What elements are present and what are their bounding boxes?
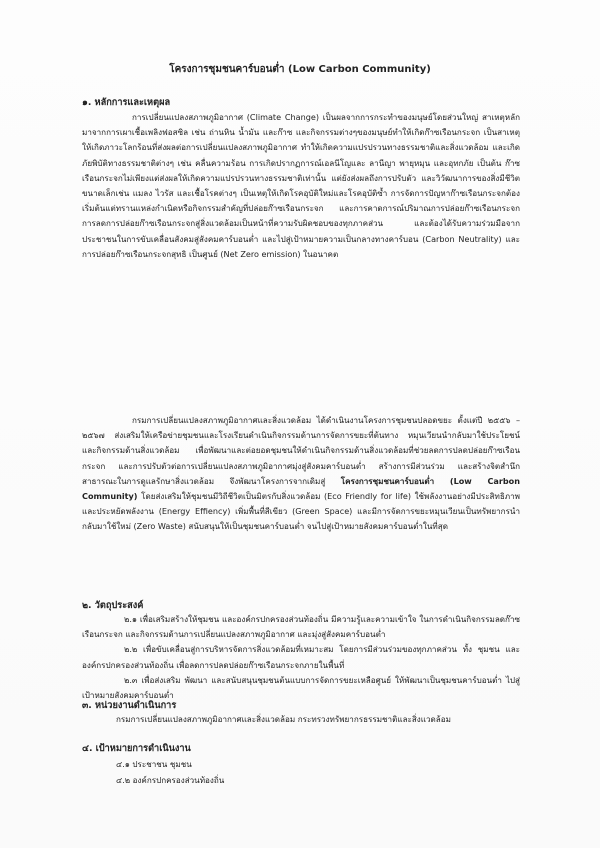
section-1-paragraph-1 <box>82 110 520 262</box>
objective-3: ๒.๓ เพื่อส่งเสริม พัฒนา และสนับสนุนชุมชนต้นแบบการจัดการขยะเหลือศูนย์ ให้พัฒนาเป็นชุมชนคาร์บอนต่ำ ไปสู่เป้าหมายสังคมคาร์บอนต่ำ <box>82 674 520 701</box>
section-1-heading: ๑. หลักการและเหตุผล <box>82 97 171 108</box>
objective-2: ๒.๒ เพื่อขับเคลื่อนสู่การบริหารจัดการสิ่งแวดล้อมที่เหมาะสม โดยการมีส่วนร่วมของทุกภาคส่วน ทั้ง ชุมชน และองค์กรปกครองส่วนท้องถิ่น เพื่อลดการปลดปล่อยก๊าซเรือนกระจกภายในพื้นที่ <box>82 644 520 670</box>
section-1-text-2c: โดยส่งเสริมให้ชุมชนมีวิถีชีวิตเป็นมิตรกับสิ่งแวดล้อม (Eco Friendly for life) ใช้พลังงานอย่างมีประสิทธิภาพและประหยัดพลังงาน (Energy Effiency) เพิ่มพื้นที่สีเขียว (Green Space) และมีการจัดการขยะหมุนเวียนเป็นทรัพยากรนำกลับมาใช้ใหม่ (Zero Waste) สนับสนุนให้เป็นชุมชนคาร์บอนต่ำ จนไปสู่เป้าหมายสังคมคาร์บอนต่ำในที่สุด <box>82 491 520 532</box>
section-3-heading: ๓. หน่วยงานดำเนินการ <box>82 700 177 711</box>
section-4-heading: ๔. เป้าหมายการดำเนินงาน <box>82 743 191 754</box>
objective-1: ๒.๑ เพื่อเสริมสร้างให้ชุมชน และองค์กรปกครองส่วนท้องถิ่น มีความรู้และความเข้าใจ ในการดำเนินกิจกรรมลดก๊าซเรือนกระจก และกิจกรรมด้านการเปลี่ยนแปลงสภาพภูมิอากาศ และมุ่งสู่สังคมคาร์บอนต่ำ <box>82 614 520 640</box>
section-1-paragraph-2 <box>82 413 520 535</box>
target-item-2: ๔.๒ องค์กรปกครองส่วนท้องถิ่น <box>116 775 225 785</box>
project-name-bold: โครงการชุมชนคาร์บอนต่ำ (Low Carbon Community) <box>82 475 520 502</box>
section-2-heading: ๒. วัตถุประสงค์ <box>82 600 144 611</box>
document-title: โครงการชุมชนคาร์บอนต่ำ (Low Carbon Community) <box>169 64 431 75</box>
section-1-text-2a: กรมการเปลี่ยนแปลงสภาพภูมิอากาศและสิ่งแวดล้อม ได้ดำเนินงานโครงการชุมชนปลอดขยะ ตั้งแต่ปี ๒๕๕๖ – ๒๕๖๗ ส่งเสริมให้เครือข่ายชุมชนและโรงเรียนดำเนินกิจกรรมด้านการจัดการขยะที่ต้นทาง หมุนเวียนนำกลับมาใช้ประโยชน์และกิจกรรมด้านสิ่งแวดล้อม เพื่อพัฒนาและต่อยอดชุมชนให้ดำเนินกิจกรรมด้านสิ่งแวดล้อมที่ช่วยลดการปลดปล่อยก๊าซเรือนกระจก และการปรับตัวต่อการเปลี่ยนแปลงสภาพภูมิอากาศมุ่งสู่สังคมคาร์บอนต่ำ สร้างการมีส่วนร่วม และสร้างจิตสำนึกสาธารณะในการดูแลรักษาสิ่งแวดล้อม จึงพัฒนาโครงการจากเดิมสู่ <box>82 415 520 486</box>
target-item-1: ๔.๑ ประชาชน ชุมชน <box>116 759 192 769</box>
objectives-list <box>82 612 520 703</box>
section-1-text-1: การเปลี่ยนแปลงสภาพภูมิอากาศ (Climate Change) เป็นผลจากการกระทำของมนุษย์โดยส่วนใหญ่ สาเหตุหลักมาจากการเผาเชื้อเพลิงฟอสซิล เช่น ถ่านหิน น้ำมัน และก๊าซ และกิจกรรมต่างๆของมนุษย์ทำให้เกิดก๊าซเรือนกระจก เป็นสาเหตุให้เกิดภาวะโลกร้อนที่ส่งผลต่อการเปลี่ยนแปลงสภาพภูมิอากาศ ทำให้เกิดความแปรปรวนทางธรรมชาติและสิ่งแวดล้อม และเกิดภัยพิบัติทางธรรมชาติต่างๆ เช่น คลื่นความร้อน การเกิดปรากฏการณ์เอลนีโญและ ลานีญา พายุหมุน และอุทกภัย เป็นต้น ก๊าซเรือนกระจกไม่เพียงแต่ส่งผลให้เกิดความแปรปรวนทางธรรมชาติเท่านั้น แต่ยังส่งผลถึงการปรับตัว และวิวัฒนาการของสิ่งมีชีวิตขนาดเล็กเช่น แมลง ไวรัส และเชื้อโรคต่างๆ เป็นเหตุให้เกิดโรคอุบัติใหม่และโรคอุบัติซ้ำ การจัดการปัญหาก๊าซเรือนกระจกต้องเริ่มต้นแต่ทรานแหล่งกำเนิดหรือกิจกรรมสำคัญที่ปล่อยก๊าซเรือนกระจก และการคาดการณ์ปริมาณการปล่อยก๊าซเรือนกระจก การลดการปล่อยก๊าซเรือนกระจกสู่สิ่งแวดล้อมเป็นหน้าที่ความรับผิดชอบของทุกภาคส่วน และต้องได้รับความร่วมมือจากประชาชนในการขับเคลื่อนสังคมสู่สังคมคาร์บอนต่ำ และไปสู่เป้าหมายความเป็นกลางทางคาร์บอน (Carbon Neutrality) และการปล่อยก๊าซเรือนกระจกสุทธิ เป็นศูนย์ (Net Zero emission) ในอนาคต <box>82 112 520 259</box>
section-3-body: กรมการเปลี่ยนแปลงสภาพภูมิอากาศและสิ่งแวดล้อม กระทรวงทรัพยากรธรรมชาติและสิ่งแวดล้อม <box>116 714 451 724</box>
